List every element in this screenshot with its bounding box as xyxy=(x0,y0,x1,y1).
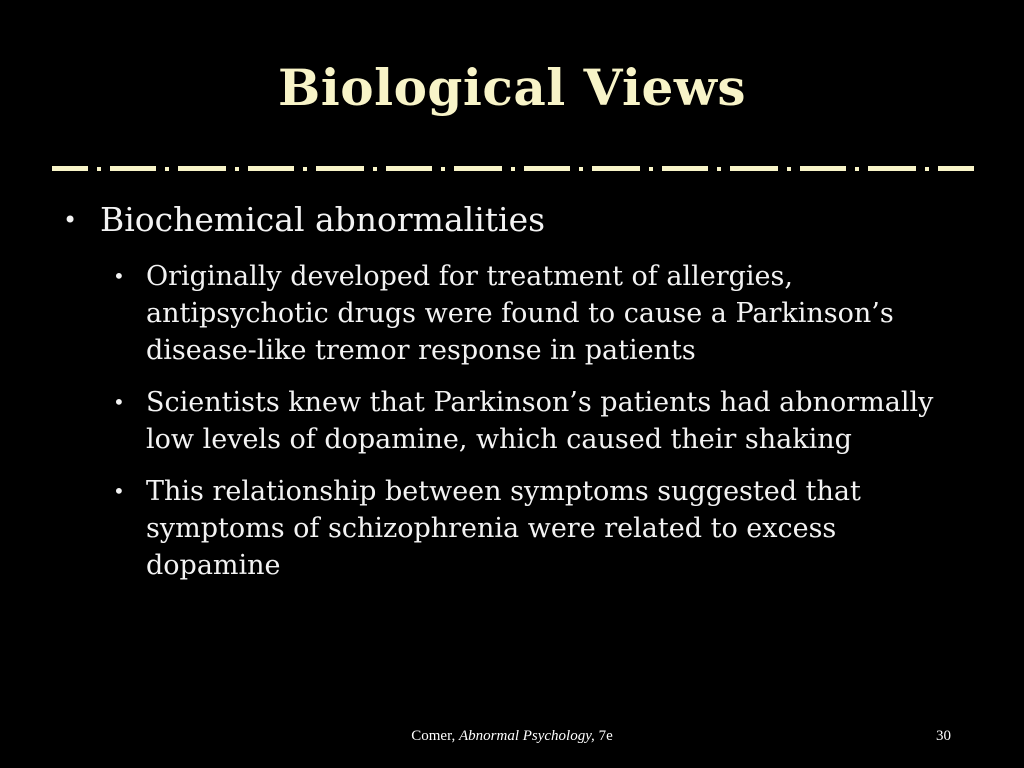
bullet-icon: • xyxy=(113,390,125,414)
slide-body xyxy=(0,198,1024,599)
sub-bullet-text: Scientists knew that Parkinson’s patients had abnormally low levels of dopamine, which caused their shaking xyxy=(146,387,934,455)
sub-bullet-item xyxy=(113,473,946,584)
footer-citation xyxy=(0,728,1024,745)
sub-bullet-text: This relationship between symptoms suggested that symptoms of schizophrenia were related to excess dopamine xyxy=(146,476,861,581)
bullet-icon: • xyxy=(113,264,125,288)
footer-author: Comer, xyxy=(411,728,459,744)
footer-book-title: Abnormal Psychology, xyxy=(458,728,595,744)
bullet-icon: • xyxy=(113,479,125,503)
main-bullet-text: Biochemical abnormalities xyxy=(100,200,546,239)
sub-bullet-item xyxy=(113,258,946,369)
page-number: 30 xyxy=(936,728,951,744)
main-bullet-item xyxy=(63,198,1024,242)
sub-bullet-list xyxy=(0,258,1024,584)
sub-bullet-text: Originally developed for treatment of allergies, antipsychotic drugs were found to cause a Parkinson’s disease-like tremor response in patients xyxy=(146,261,894,366)
footer-edition: 7e xyxy=(594,728,613,744)
sub-bullet-item xyxy=(113,384,946,458)
slide-title: Biological Views xyxy=(277,58,747,117)
bullet-icon: • xyxy=(63,206,78,234)
title-divider xyxy=(52,163,974,173)
